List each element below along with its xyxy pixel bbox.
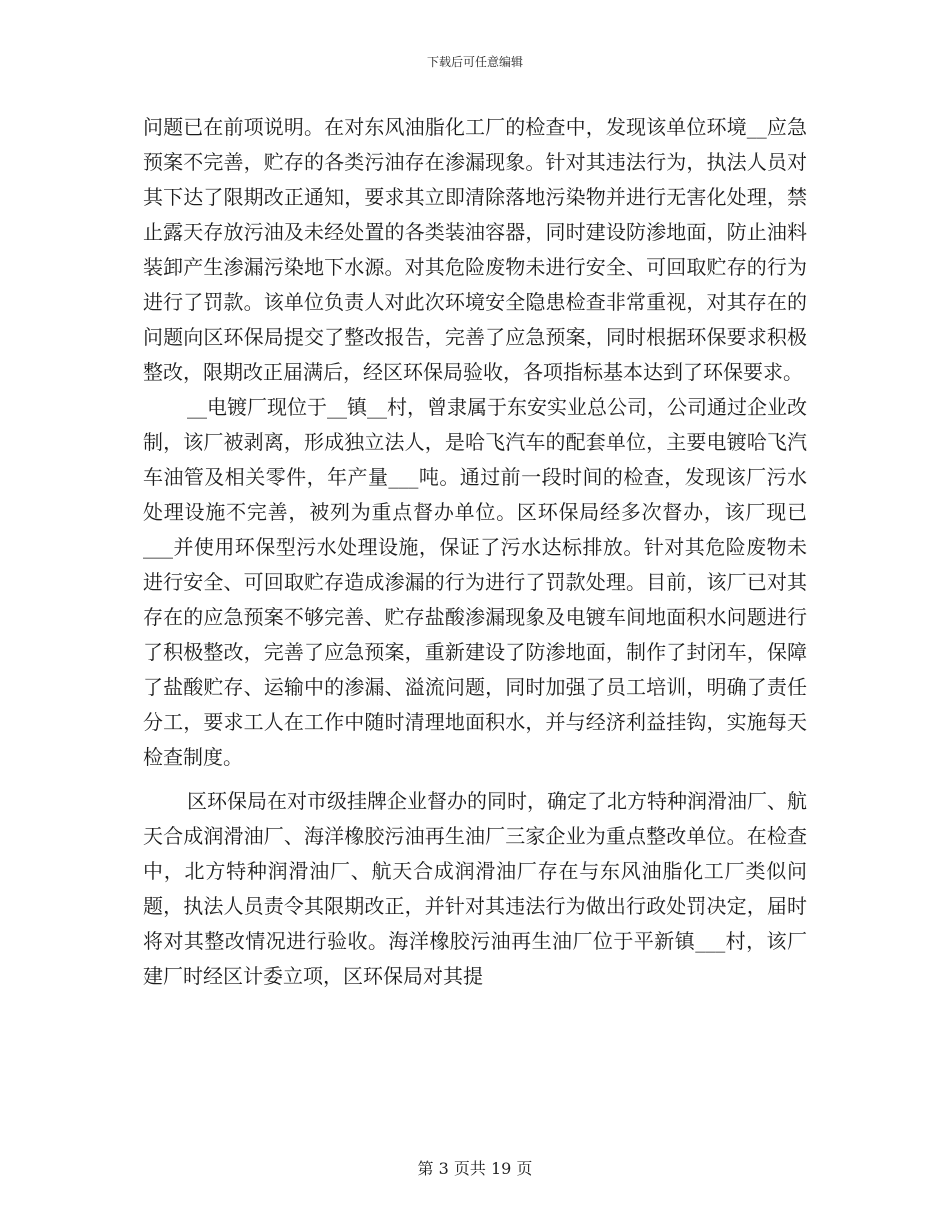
paragraph-continuation: 问题已在前项说明。在对东风油脂化工厂的检查中，发现该单位环境__应急预案不完善，贮存的各类污油存在渗漏现象。针对其违法行为，执法人员对其下达了限期改正通知，要求其立即清除落地污染物并进行无害化处理，禁止露天存放污油及未经处置的各类装油容器，同时建设防渗地面，防止油料装卸产生渗漏污染地下水源。对其危险废物未进行安全、可回取贮存的行为进行了罚款。该单位负责人对此次环境安全隐患检查非常重视，对其存在的问题向区环保局提交了整改报告，完善了应急预案，同时根据环保要求积极整改，限期改正届满后，经区环保局验收，各项指标基本达到了环保要求。: [143, 115, 807, 384]
page-number: 第 3 页共 19 页: [417, 1159, 533, 1178]
document-body: [143, 110, 807, 994]
paragraph-electroplating-factory: __电镀厂现位于__镇__村，曾隶属于东安实业总公司，公司通过企业改制，该厂被剥离，形成独立法人，是哈飞汽车的配套单位，主要电镀哈飞汽车油管及相关零件，年产量___吨。通过前一段时间的检查，发现该厂污水处理设施不完善，被列为重点督办单位。区环保局经多次督办，该厂现已___并使用环保型污水处理设施，保证了污水达标排放。针对其危险废物未进行安全、可回取贮存造成渗漏的行为进行了罚款处理。目前，该厂已对其存在的应急预案不够完善、贮存盐酸渗漏现象及电镀车间地面积水问题进行了积极整改，完善了应急预案，重新建设了防渗地面，制作了封闭车，保障了盐酸贮存、运输中的渗漏、溢流问题，同时加强了员工培训，明确了责任分工，要求工人在工作中随时清理地面积水，并与经济利益挂钩，实施每天检查制度。: [143, 395, 807, 769]
page-header: 下载后可任意编辑: [426, 55, 523, 69]
paragraph-key-rectification: 区环保局在对市级挂牌企业督办的同时，确定了北方特种润滑油厂、航天合成润滑油厂、海洋橡胶污油再生油厂三家企业为重点整改单位。在检查中，北方特种润滑油厂、航天合成润滑油厂存在与东风油脂化工厂类似问题，执法人员责令其限期改正，并针对其违法行为做出行政处罚决定，届时将对其整改情况进行验收。海洋橡胶污油再生油厂位于平新镇___村，该厂建厂时经区计委立项，区环保局对其提: [143, 789, 807, 988]
